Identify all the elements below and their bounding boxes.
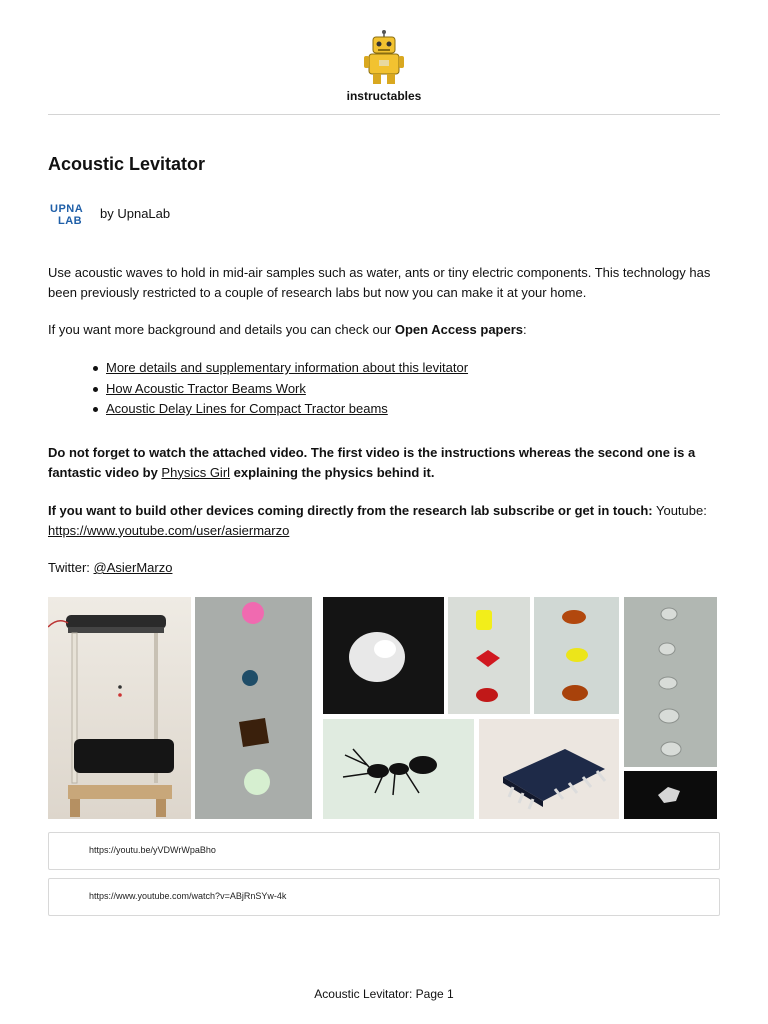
- video-note-paragraph: [48, 443, 720, 482]
- video-embed-1[interactable]: [48, 832, 720, 870]
- levitated-colored-pieces-photo: [448, 597, 530, 714]
- levitator-device-photo: [48, 597, 191, 819]
- background-text: If you want more background and details you can check our: [48, 322, 395, 337]
- background-suffix: :: [523, 322, 527, 337]
- svg-text:LAB: LAB: [58, 215, 83, 226]
- background-paragraph: [48, 320, 720, 340]
- physics-girl-link[interactable]: Physics Girl: [161, 464, 231, 480]
- site-header: [0, 30, 768, 103]
- intro-paragraph: Use acoustic waves to hold in mid-air samples such as water, ants or tiny electric components. This technology has been previously restricted to a couple of research labs but now you can make it at your home.: [48, 265, 711, 300]
- subscribe-text: If you want to build other devices coming directly from the research lab subscribe or get in touch:: [48, 503, 653, 518]
- levitated-ant-photo: [323, 719, 474, 819]
- paper-link-details[interactable]: More details and supplementary information about this levitator: [106, 360, 469, 375]
- levitated-chip-photo: [479, 719, 619, 819]
- paper-link-tractor-beams[interactable]: How Acoustic Tractor Beams Work: [106, 380, 306, 396]
- video-note-text-end: explaining the physics behind it.: [230, 464, 435, 480]
- youtube-label: Youtube:: [652, 503, 707, 518]
- svg-text:UPNA: UPNA: [50, 203, 84, 215]
- page-title: Acoustic Levitator: [48, 154, 206, 174]
- paper-links-list: [106, 358, 468, 420]
- paper-link-delay-lines[interactable]: Acoustic Delay Lines for Compact Tractor beams: [106, 401, 388, 416]
- author-name[interactable]: by UpnaLab: [100, 205, 171, 221]
- instructables-robot-logo[interactable]: [362, 30, 406, 86]
- list-item: [106, 399, 468, 420]
- levitated-drop-photo: [323, 597, 444, 714]
- levitated-droplets-photo: [534, 597, 619, 714]
- open-access-label: Open Access papers: [394, 322, 524, 337]
- twitter-link[interactable]: @AsierMarzo: [93, 560, 173, 575]
- twitter-label: Twitter:: [48, 560, 94, 575]
- twitter-paragraph: [48, 558, 720, 578]
- video-embed-2[interactable]: [48, 878, 720, 916]
- upnalab-logo[interactable]: [48, 200, 92, 226]
- levitated-samples-photo: [195, 597, 312, 819]
- levitated-crystal-photo: [624, 771, 717, 819]
- subscribe-paragraph: [48, 501, 720, 540]
- header-divider: [48, 114, 720, 115]
- video-note-text: Do not forget to watch the attached video. The first video is the instructions whereas the second one is a fantastic video by: [48, 445, 696, 480]
- author-line: [48, 199, 170, 227]
- page-footer: Acoustic Levitator: Page 1: [314, 987, 454, 1001]
- video-url-2[interactable]: https://www.youtube.com/watch?v=ABjRnSYw-4k: [89, 891, 287, 901]
- levitated-water-drops-photo: [624, 597, 717, 767]
- list-item: [106, 358, 468, 379]
- list-item: [106, 379, 468, 400]
- youtube-channel-link[interactable]: https://www.youtube.com/user/asiermarzo: [48, 522, 290, 538]
- brand-name[interactable]: instructables: [346, 89, 422, 103]
- video-url-1[interactable]: https://youtu.be/yVDWrWpaBho: [89, 845, 216, 855]
